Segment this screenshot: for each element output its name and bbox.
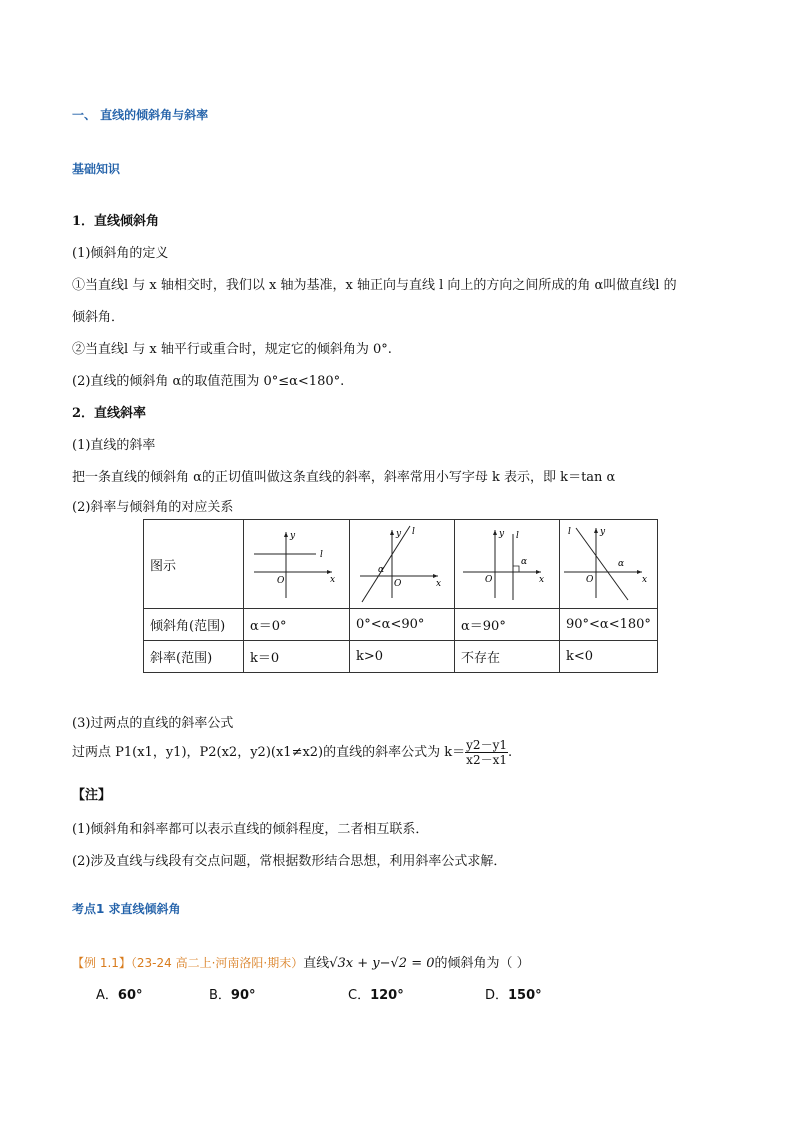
line-label: l [412,527,415,537]
slope-cell: k>0 [350,641,455,673]
example-line [72,952,530,971]
option-key: D． [485,988,509,1003]
key-point-heading: 考点1 求直线倾斜角 [72,902,181,916]
example-equation: √3x + y−√2 = 0 [329,956,435,971]
heading-inclination: 1．直线倾斜角 [72,214,160,229]
axis-y-label: y [290,531,296,541]
heading-slope: 2．直线斜率 [72,406,147,421]
formula-text: 过两点 P1(x1，y1)，P2(x2，y2)(x1≠x2)的直线的斜率公式为 k＝ [72,745,466,760]
example-text-end: 的倾斜角为（ ） [434,956,530,971]
line-label: l [516,531,519,541]
angle-cell: 90°<α<180° [560,609,658,641]
line-label: l [320,550,323,560]
table-header-slope: 斜率(范围) [144,641,244,673]
line-label: l [568,527,571,537]
origin-label: O [485,575,493,585]
angle-label: α [521,557,528,567]
option-value: 150° [508,988,542,1003]
formula-end: . [508,745,513,760]
para-formula [72,738,512,767]
origin-label: O [394,579,402,589]
option-key: A． [96,988,118,1003]
slope-cell: 不存在 [455,641,560,673]
angle-label: α [378,565,385,575]
angle-cell: α＝0° [244,609,350,641]
note-heading: 【注】 [72,788,112,803]
axis-y-label: y [600,527,606,537]
axis-x-label: x [330,575,336,585]
option-key: C． [348,988,371,1003]
basic-knowledge-heading: 基础知识 [72,162,121,176]
section-title: 一、 直线的倾斜角与斜率 [72,108,209,122]
slope-cell: k<0 [560,641,658,673]
option-a[interactable] [96,984,143,1003]
para-definition-label: (1)倾斜角的定义 [72,246,169,261]
table-header-angle: 倾斜角(范围) [144,609,244,641]
slope-fraction [465,738,508,767]
table-header-image: 图示 [144,520,244,609]
para-formula-label: (3)过两点的直线的斜率公式 [72,716,234,731]
option-c[interactable] [348,984,404,1003]
diagram-obtuse [560,520,658,609]
para-relation-label: (2)斜率与倾斜角的对应关系 [72,500,234,515]
note-1: (1)倾斜角和斜率都可以表示直线的倾斜程度，二者相互联系． [72,822,429,837]
option-b[interactable] [209,984,256,1003]
option-d[interactable] [485,984,542,1003]
axis-x-label: x [642,575,648,585]
option-value: 90° [230,988,256,1003]
axis-y-label: y [499,529,505,539]
para-definition-1: ①当直线l 与 x 轴相交时，我们以 x 轴为基准，x 轴正向与直线 l 向上的方向之间所成的角 α叫做直线l 的 [72,278,677,293]
note-2: (2)涉及直线与线段有交点问题，常根据数形结合思想，利用斜率公式求解． [72,854,507,869]
para-slope-def: 把一条直线的倾斜角 α的正切值叫做这条直线的斜率，斜率常用小写字母 k 表示，即 k＝tan α [72,470,616,485]
diagram-acute [350,520,455,609]
para-definition-2: ②当直线l 与 x 轴平行或重合时，规定它的倾斜角为 0°. [72,342,392,357]
para-slope-label: (1)直线的斜率 [72,438,156,453]
slope-angle-table [143,519,658,673]
angle-label: α [618,559,625,569]
origin-label: O [586,575,594,585]
axis-x-label: x [539,575,545,585]
axis-y-label: y [396,529,402,539]
diagram-horizontal [244,520,350,609]
option-key: B． [209,988,231,1003]
option-value: 120° [370,988,404,1003]
example-text-start: 直线 [303,956,330,971]
fraction-numerator: y2－y1 [466,738,507,752]
para-definition-1b: 倾斜角． [72,310,125,325]
para-range: (2)直线的倾斜角 α的取值范围为 0°≤α<180°. [72,374,345,389]
example-tag: 【例 1.1】（23-24 高二上·河南洛阳·期末） [72,956,304,970]
diagram-vertical [455,520,560,609]
angle-cell: α＝90° [455,609,560,641]
angle-cell: 0°<α<90° [350,609,455,641]
origin-label: O [277,576,285,586]
fraction-denominator: x2－x1 [466,753,507,767]
axis-x-label: x [436,579,442,589]
slope-cell: k＝0 [244,641,350,673]
option-value: 60° [117,988,143,1003]
